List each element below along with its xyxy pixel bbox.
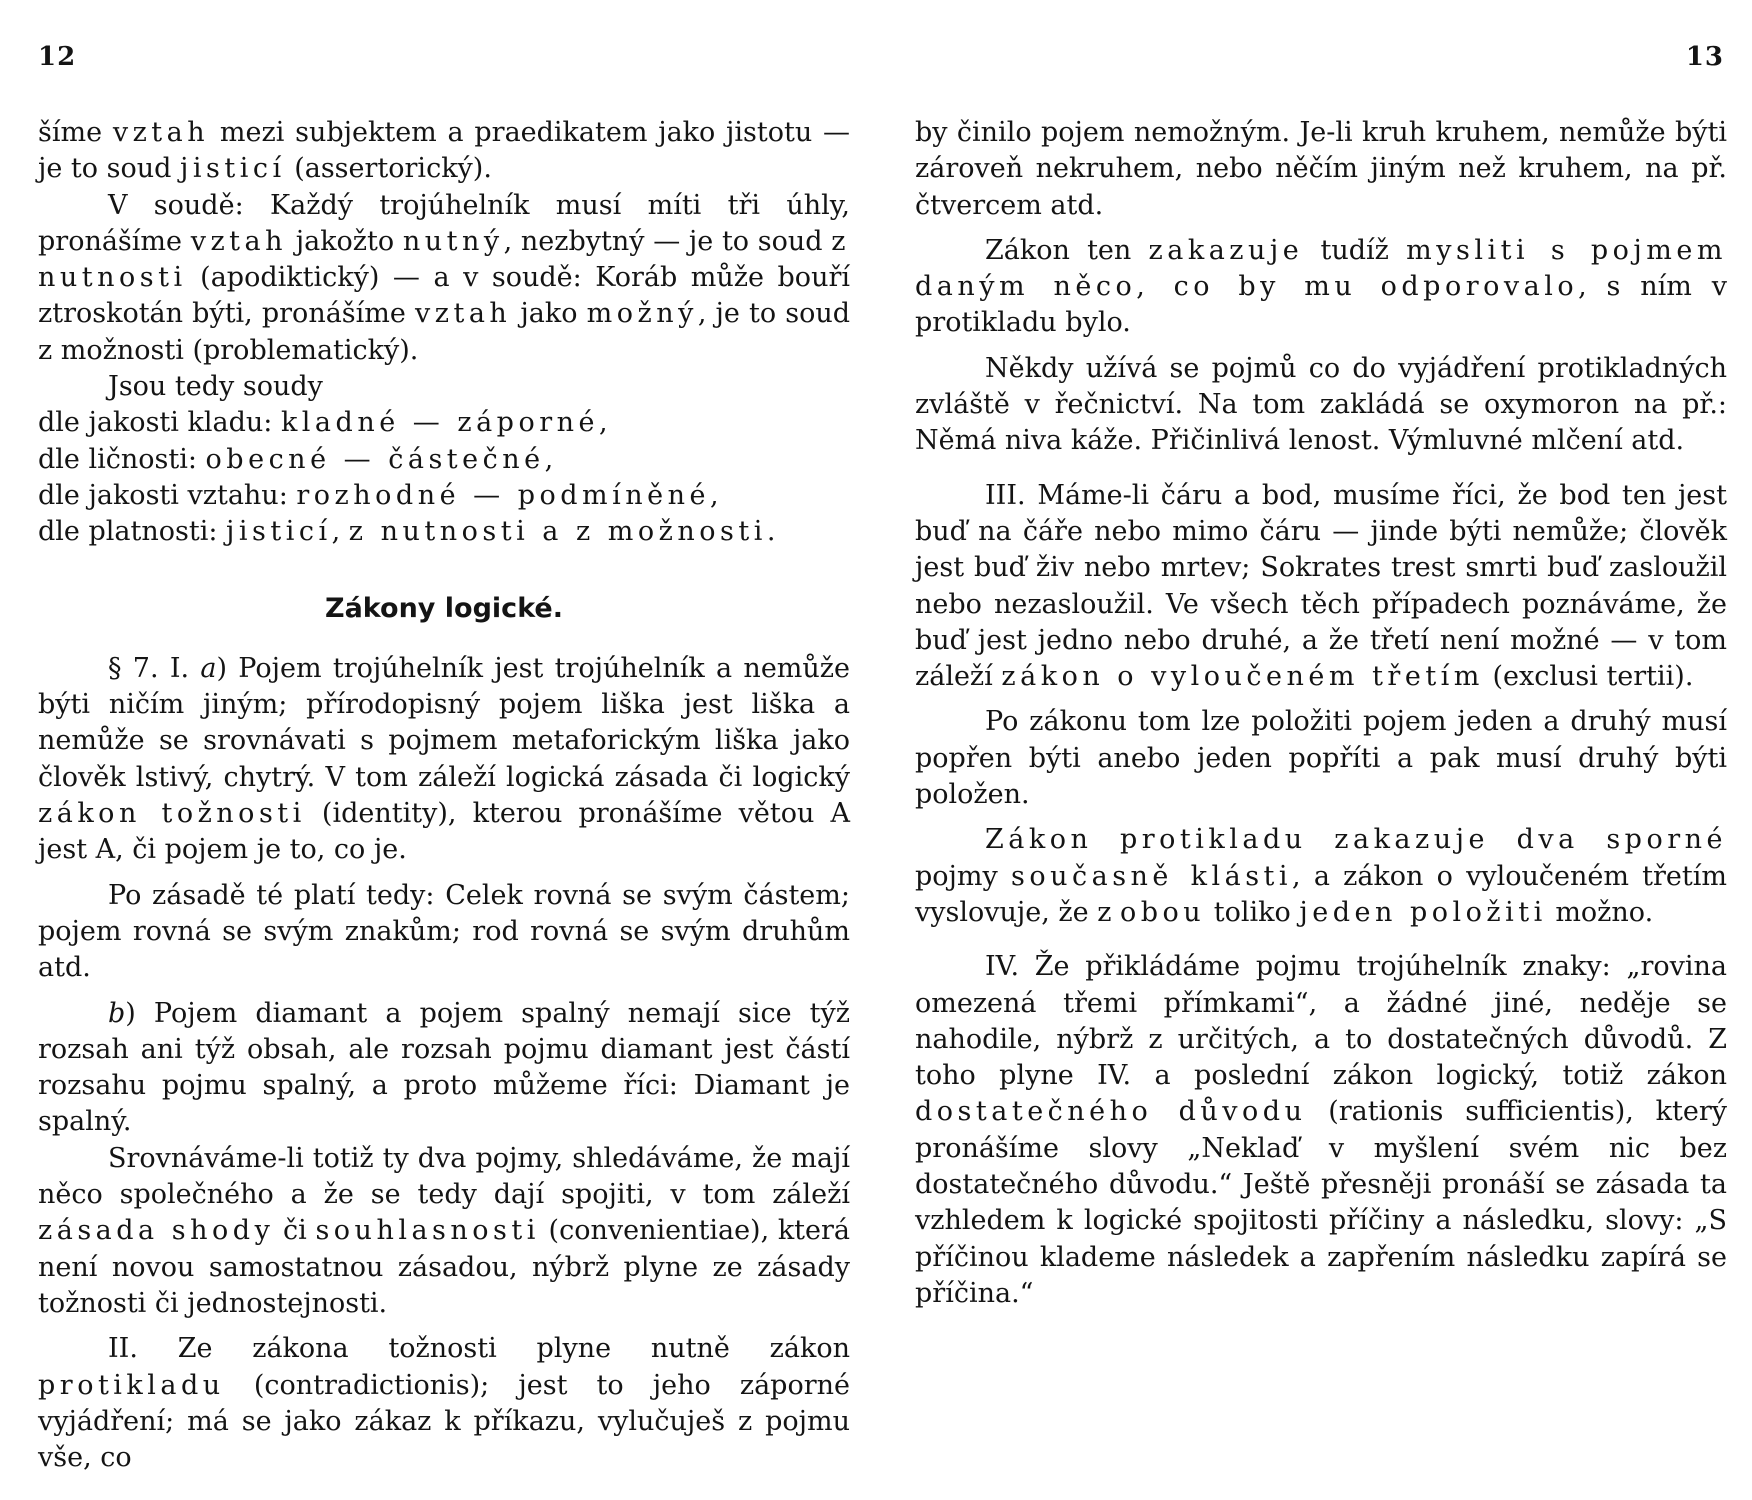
spaced-term: dostatečného důvodu [915, 1096, 1307, 1128]
spaced-term: vztah [112, 117, 210, 148]
page-number-left: 12 [38, 42, 77, 72]
spaced-term: nutný [402, 225, 504, 257]
paragraph-II [38, 1331, 850, 1476]
spaced-term: současně klásti [1010, 860, 1293, 892]
text: (exclusi tertii). [1483, 661, 1694, 693]
text: jakožto [287, 225, 403, 257]
text: (assertorický). [285, 153, 492, 185]
text: IV. Že přikládáme pojmu trojúhelník znaky: „rovina omezená třemi přímkami“, a žádné jiné, neděje se nahodile, nýbrž z určitých, a to dostatečných důvodů. Z toho plyne IV. a poslední zákon logický, totiž zákon [915, 951, 1727, 1092]
classification-intro: Jsou tedy soudy [108, 371, 323, 403]
text: II. Ze zákona tožnosti plyne nutně zákon [108, 1333, 850, 1365]
spaced-term: jisticí [180, 153, 286, 185]
classification-item [38, 405, 850, 441]
spaced-term: vztah [190, 225, 288, 257]
paragraph-po-zakonu: Po zákonu tom lze položiti pojem jeden a druhý musí popřen býti anebo jeden popříti a pak musí druhý býti položen. [915, 706, 1727, 811]
paragraph-III [915, 478, 1727, 696]
left-page [38, 115, 850, 1476]
paragraph-nekdy: Někdy užívá se pojmů co do vyjádření protikladných zvláště v řečnictví. Na tom zakládá se oxymoron na př.: Němá niva káže. Přičinlivá lenost. Výmluvné mlčení atd. [915, 352, 1727, 457]
spaced-term: souhlasnosti [315, 1215, 540, 1247]
text: jako [511, 298, 587, 330]
text: (identity), kterou pronášíme větou A jest A, či pojem je to, co je. [38, 798, 850, 866]
paragraph-nemoznym: by činilo pojem nemožným. Je-li kruh kruhem, nemůže býti zároveň nekruhem, nebo něčím jiným než kruhem, na př. čtvercem atd. [915, 117, 1727, 221]
text: možno. [1546, 896, 1654, 928]
text: toliko [1205, 896, 1300, 928]
text: (convenientiae), která není novou samostatnou zásadou, nýbrž plyne ze zásady tožnosti či jednostejnosti. [38, 1215, 851, 1319]
paragraph-v-soude [38, 188, 850, 369]
text: Srovnáváme-li totiž ty dva pojmy, shledáváme, že mají něco společného a že se tedy dají spojiti, v tom záleží [38, 1142, 850, 1211]
text: (apodiktický) — a v soudě: Koráb může bouří ztroskotán býti, pronášíme [38, 262, 850, 330]
text: , [544, 443, 554, 475]
text: dle platnosti: [38, 516, 227, 548]
text: , [598, 407, 608, 439]
spaced-term: z nutnosti [38, 225, 850, 294]
spaced-term: zakazuje [1148, 234, 1304, 266]
text: , [710, 479, 719, 511]
spaced-term: kladné — záporné [280, 407, 599, 439]
text: či [274, 1215, 316, 1247]
text: , s ním v protikladu bylo. [915, 271, 1727, 339]
italic-letter: a [200, 652, 217, 684]
spaced-term: jisticí [226, 516, 332, 548]
spaced-term: vztah [414, 298, 512, 330]
text: III. Máme-li čáru a bod, musíme říci, že bod ten jest buď na čáře nebo mimo čáru — jinde býti nemůže; člověk jest buď živ nebo mrtev; Sokrates trest smrti buď zasloužil nebo nezasloužil. Ve všech těch případech poznáváme, že buď jest jedno nebo druhé, a že třetí není možné — v tom záleží [915, 479, 1727, 693]
paragraph-po-zasade: Po zásadě té platí tedy: Celek rovná se svým částem; pojem rovná se svým znakům; rod rovná se svým druhům atd. [38, 879, 850, 984]
spaced-term: Zákon protikladu zakazuje dva sporné [985, 824, 1727, 856]
text: (contradictionis); jest to jeho záporné vyjádření; má se jako zákaz k příkazu, vylučuješ z pojmu vše, co [38, 1369, 850, 1474]
page-number-right: 13 [1685, 42, 1724, 72]
spaced-term: obou [1120, 896, 1206, 928]
classification-item [38, 442, 850, 478]
section-heading: Zákony logické. [325, 592, 563, 624]
classification-item [38, 514, 850, 550]
text: šíme [38, 117, 113, 148]
spaced-term: z nutnosti a z možnosti [348, 516, 767, 548]
italic-letter: b [108, 997, 126, 1029]
right-page [915, 115, 1727, 1312]
text: § 7. I. [108, 652, 201, 684]
spaced-term: protikladu [38, 1369, 225, 1401]
text: Zákon ten [985, 234, 1149, 266]
text: tudíž [1303, 234, 1407, 266]
classification-list [38, 405, 850, 550]
text: pojmy [915, 860, 1011, 892]
spaced-term: zákon o vyloučeném třetím [1001, 661, 1484, 693]
paragraph-zakon-protikladu [915, 822, 1727, 931]
text: ) Pojem diamant a pojem spalný nemají sice týž rozsah ani týž obsah, ale rozsah pojmu diamant jest částí rozsahu pojmu spalný, a proto můžeme říci: Diamant je spalný. [38, 997, 850, 1138]
paragraph-zakon-ten [915, 233, 1727, 342]
text: mezi subjektem a praedikatem jako jistotu — je to soud [38, 117, 850, 185]
text: , nezbytný — je to soud [503, 225, 832, 257]
paragraph-IV [915, 949, 1727, 1312]
paragraph-b [38, 996, 850, 1141]
paragraph-srovnavame [38, 1141, 850, 1322]
text: dle jakosti kladu: [38, 407, 281, 439]
spaced-term: možný [586, 298, 698, 330]
spaced-term: rozhodné — podmíněné [296, 479, 711, 511]
spaced-term: obecné — částečné [205, 443, 545, 475]
text: dle jakosti vztahu: [38, 479, 297, 511]
text: , je to soud z možnosti (problematický). [38, 298, 851, 366]
text: , a zákon o vyloučeném třetím vyslovuje, že z [915, 860, 1727, 928]
spaced-term: mysliti s pojmem daným něco, co by mu odporovalo [915, 234, 1727, 303]
spaced-term: jeden položiti [1299, 896, 1547, 928]
text: dle ličnosti: [38, 443, 206, 475]
classification-item [38, 478, 850, 514]
spaced-term: zásada shody [38, 1215, 275, 1247]
text: ) Pojem trojúhelník jest trojúhelník a nemůže býti ničím jiným; přírodopisný pojem liška jest liška a nemůže se srovnávati s pojmem metaforickým liška jako člověk lstivý, chytrý. V tom záleží logická zásada či logický [38, 652, 850, 793]
text: , [331, 516, 349, 548]
text: V soudě: Každý trojúhelník musí míti tři úhly, pronášíme [38, 189, 850, 257]
text: (rationis sufficientis), který pronášíme slovy „Neklaď v myšlení svém nic bez dostatečného důvodu.“ Ještě přesněji pronáší se zásada ta vzhledem k logické spojitosti příčiny a následku, slovy: „S příčinou klademe následek a zapřením následku zapírá se příčina.“ [915, 1096, 1727, 1309]
paragraph-section-7 [38, 651, 850, 869]
text: . [766, 516, 776, 548]
spaced-term: zákon tožnosti [38, 798, 306, 830]
paragraph-vztah-jistota [38, 115, 850, 188]
